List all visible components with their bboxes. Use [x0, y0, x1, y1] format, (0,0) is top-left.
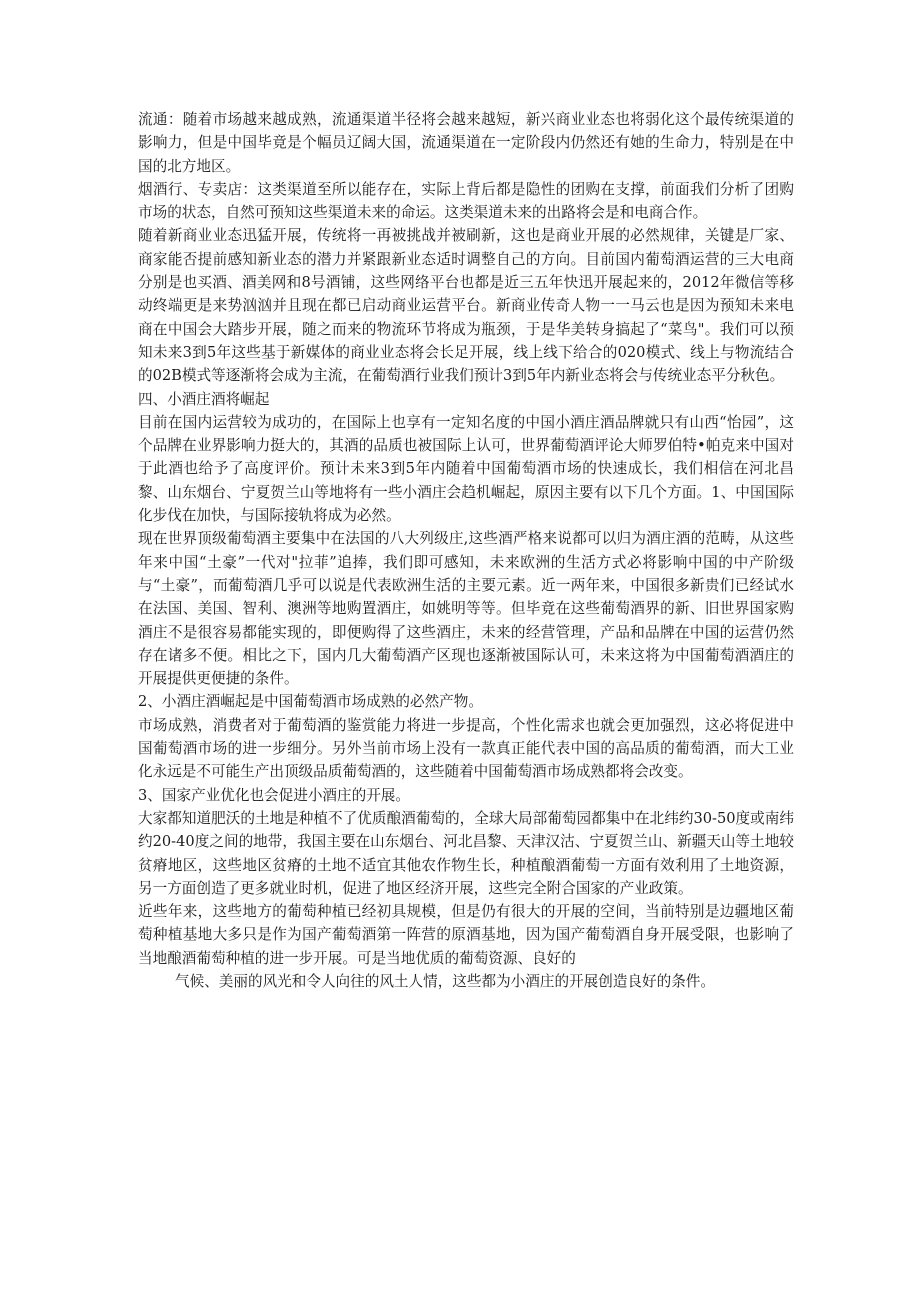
document-body: [138, 108, 794, 993]
paragraph-fertile-land: 大家都知道肥沃的土地是种植不了优质酿酒葡萄的，全球大局部葡萄园都集中在北纬约30-50度或南纬约20-40度之间的地带，我国主要在山东烟台、河北昌黎、天津汉沽、宁夏贺兰山、新疆天山等土地较贫瘠地区，这些地区贫瘠的土地不适宜其他农作物生长，种植酿酒葡萄一方面有效利用了土地资源，另一方面创造了更多就业时机，促进了地区经济开展，这些完全附合国家的产业政策。: [138, 809, 794, 897]
paragraph-yiyuan-brand: 目前在国内运营较为成功的，在国际上也享有一定知名度的中国小酒庄酒品牌就只有山西“怡园”，这个品牌在业界影响力挺大的，其酒的品质也被国际上认可，世界葡萄酒评论大师罗伯特•帕克来中国对于此酒也给予了高度评价。预计未来3到5年内随着中国葡萄酒市场的快速成长，我们相信在河北昌黎、山东烟台、宁夏贺兰山等地将有一些小酒庄会趋机崛起，原因主要有以下几个方面。1、中国国际化步伐在加快，与国际接轨将成为必然。: [138, 413, 794, 525]
paragraph-market-maturity: 市场成熟，消费者对于葡萄酒的鉴赏能力将进一步提高，个性化需求也就会更加强烈，这必将促进中国葡萄酒市场的进一步细分。另外当前市场上没有一款真正能代表中国的高品质的葡萄酒，而大工业化永远是不可能生产出顶级品质葡萄酒的，这些随着中国葡萄酒市场成熟都将会改变。: [138, 716, 794, 781]
paragraph-new-business-formats: 随着新商业业态迅猛开展，传统将一再被挑战并被刷新，这也是商业开展的必然规律，关键是厂家、商家能否提前感知新业态的潜力并紧跟新业态适时调整自己的方向。目前国内葡萄酒运营的三大电商分别是也买酒、酒美网和8号酒铺，这些网络平台也都是近三五年快迅开展起来的，2012年微信等移动终端更是来势汹汹并且现在都已启动商业运营平台。新商业传奇人物一一马云也是因为预知未来电商在中国会大踏步开展，随之而来的物流环节将成为瓶颈，于是华美转身搞起了“菜鸟"。我们可以预知未来3到5年这些基于新媒体的商业业态将会长足开展，线上线下给合的020模式、线上与物流结合的02B模式等逐渐将会成为主流，在葡萄酒行业我们预计3到5年内新业态将会与传统业态平分秋色。: [138, 227, 794, 385]
paragraph-planting-scale: 近些年来，这些地方的葡萄种植已经初具规模，但是仍有很大的开展的空间，当前特别是边疆地区葡萄种植基地大多只是作为国产葡萄酒第一阵营的原酒基地，因为国产葡萄酒自身开展受限，也影响了当地酿酒葡萄种植的进一步开展。可是当地优质的葡萄资源、良好的: [138, 903, 794, 967]
subheading-market-maturity: 2、小酒庄酒崛起是中国葡萄酒市场成熟的必然产物。: [138, 693, 483, 711]
paragraph-climate-conditions: 气候、美丽的风光和令人向往的风土人情，这些都为小酒庄的开展创造良好的条件。: [175, 972, 715, 990]
subheading-industry-optimization: 3、国家产业优化也会促进小酒庄的开展。: [138, 786, 410, 804]
section-heading-small-wineries: 四、小酒庄酒将崛起: [138, 390, 270, 408]
paragraph-top-wines-france: 现在世界顶级葡萄酒主要集中在法国的八大列级庄,这些酒严格来说都可以归为酒庄酒的范畴，从这些年来中国“土豪”一代对"拉菲”追捧，我们即可感知，未来欧洲的生活方式必将影响中国的中产阶级与“土豪”，而葡萄酒几乎可以说是代表欧洲生活的主要元素。近一两年来，中国很多新贵们已经试水在法国、美国、智利、澳洲等地购置酒庄，如姚明等等。但毕竟在这些葡萄酒界的新、旧世界国家购酒庄不是很容易都能实现的，即便购得了这些酒庄，未来的经营管理，产品和品牌在中国的运营仍然存在诸多不便。相比之下，国内几大葡萄酒产区现也逐渐被国际认可，未来这将为中国葡萄酒酒庄的开展提供更便捷的条件。: [138, 530, 794, 688]
paragraph-distribution-channel: 流通：随着市场越来越成熟，流通渠道半径将会越来越短，新兴商业业态也将弱化这个最传统渠道的影响力，但是中国毕竟是个幅员辽阔大国，流通渠道在一定阶段内仍然还有她的生命力，特别是在中国的北方地区。: [138, 111, 794, 175]
paragraph-tobacco-wine-shops: 烟酒行、专卖店：这类渠道至所以能存在，实际上背后都是隐性的团购在支撑，前面我们分析了团购市场的状态，自然可预知这些渠道未来的命运。这类渠道未来的出路将会是和电商合作。: [138, 180, 794, 222]
